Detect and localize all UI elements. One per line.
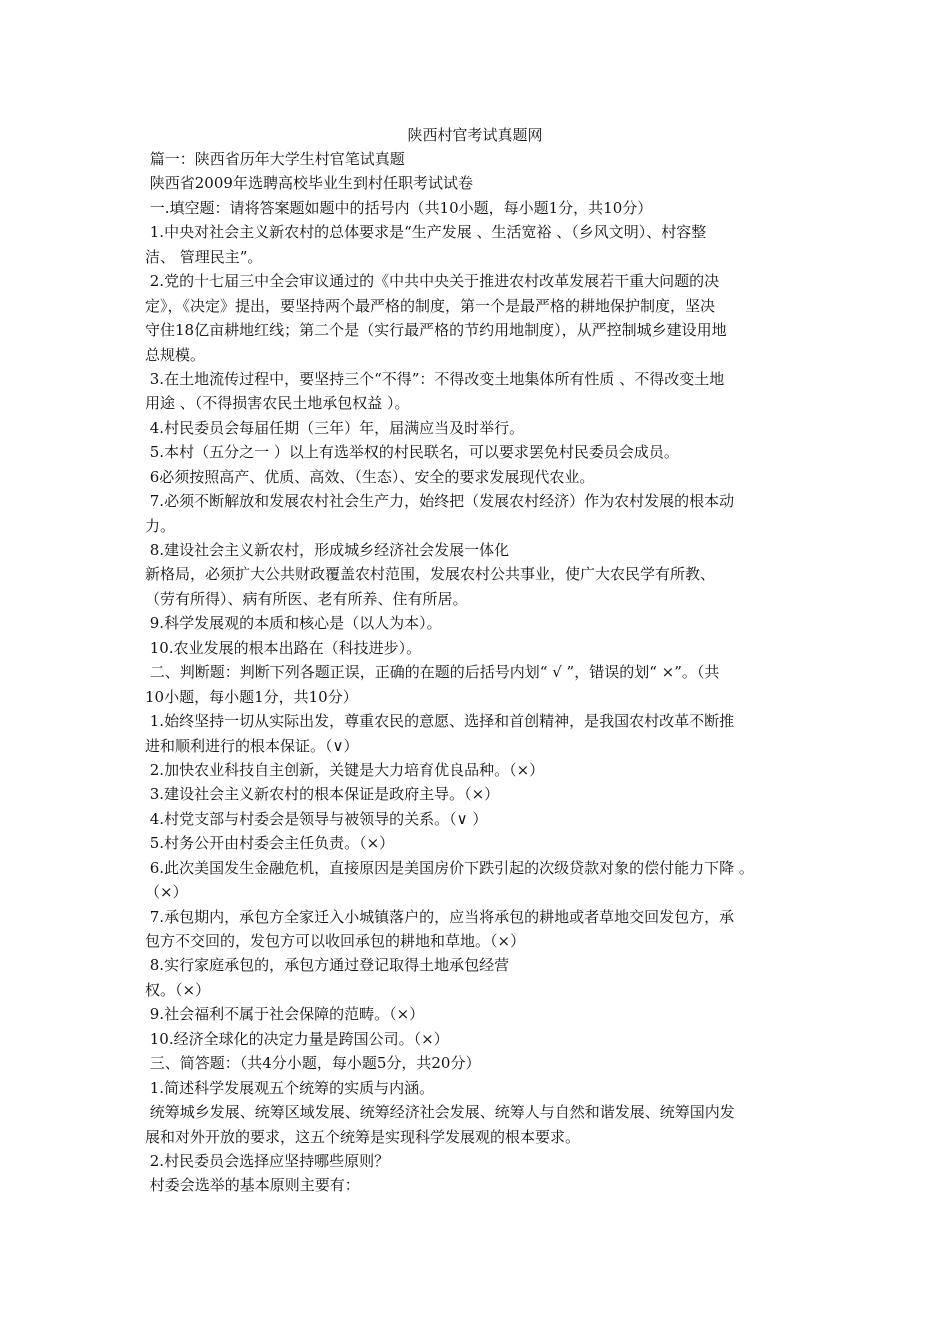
text-line: 6.此次美国发生金融危机，直接原因是美国房价下跌引起的次级贷款对象的偿付能力下降 。 <box>145 858 754 877</box>
text-line: 10.经济全球化的决定力量是跨国公司。（×） <box>145 1029 449 1048</box>
text-line: 包方不交回的，发包方可以收回承包的耕地和草地。（×） <box>145 932 526 950</box>
text-line: 4.村民委员会每届任期（三年）年，届满应当及时举行。 <box>145 418 525 437</box>
text-line: 8.实行家庭承包的，承包方通过登记取得土地承包经营 <box>145 956 510 975</box>
text-line: 进和顺利进行的根本保证。（∨） <box>145 736 359 755</box>
text-line: 新格局，必须扩大公共财政覆盖农村范围，发展农村公共事业，使广大农民学有所教、 <box>145 565 716 584</box>
text-line: 统筹城乡发展、统筹区域发展、统筹经济社会发展、统筹人与自然和谐发展、统筹国内发 <box>145 1103 735 1122</box>
text-line: 9.科学发展观的本质和核心是（以人为本）。 <box>145 614 442 633</box>
text-line: 1.中央对社会主义新农村的总体要求是“生产发展 、生活宽裕 、（乡风文明）、村容整 <box>145 223 707 242</box>
text-line: 2.加快农业科技自主创新，关键是大力培育优良品种。（×） <box>145 760 545 779</box>
text-line: 8.建设社会主义新农村，形成城乡经济社会发展一体化 <box>145 541 510 559</box>
text-line: 总规模。 <box>145 345 206 364</box>
text-line: 村委会选举的基本原则主要有： <box>145 1176 360 1195</box>
text-line: 9.社会福利不属于社会保障的范畴。（×） <box>145 1005 425 1024</box>
text-line: 三、简答题：（共4分小题，每小题5分，共20分） <box>145 1054 481 1073</box>
text-line: 篇一：陕西省历年大学生村官笔试真题 <box>145 150 405 168</box>
text-line: 5.村务公开由村委会主任负责。（×） <box>145 834 395 853</box>
text-line: 7.必须不断解放和发展农村社会生产力，始终把（发展农村经济）作为农村发展的根本动 <box>145 492 735 511</box>
text-line: 守住18亿亩耕地红线；第二个是（实行最严格的节约用地制度），从严控制城乡建设用地 <box>145 321 727 340</box>
text-line: 3.在土地流传过程中，要坚持三个“不得”：不得改变土地集体所有性质 、不得改变土地 <box>145 369 725 388</box>
text-line: 用途 、（不得损害农民土地承包权益 ）。 <box>145 394 410 413</box>
text-line: 展和对外开放的要求，这五个统筹是实现科学发展观的根本要求。 <box>145 1127 581 1146</box>
text-line: 一.填空题：请将答案题如题中的括号内（共10小题，每小题1分，共10分） <box>145 198 653 217</box>
text-line: 6必须按照高产、优质、高效、（生态）、安全的要求发展现代农业。 <box>145 467 595 486</box>
text-line: 1.简述科学发展观五个统筹的实质与内涵。 <box>145 1078 435 1097</box>
text-line: 二、判断题：判断下列各题正误，正确的在题的后括号内划“ √ ”，错误的划“ ×”。（共 <box>145 663 720 682</box>
text-line: 权。（×） <box>145 980 211 999</box>
text-line: （劳有所得）、病有所医、老有所养、住有所居。 <box>145 589 468 608</box>
text-line: 1.始终坚持一切从实际出发，尊重农民的意愿、选择和首创精神，是我国农村改革不断推 <box>145 712 735 731</box>
text-line: 2.党的十七届三中全会审议通过的《中共中央关于推进农村改革发展若干重大问题的决 <box>145 272 720 291</box>
text-line: （×） <box>145 883 188 902</box>
text-line: 力。 <box>145 516 176 535</box>
text-line: 4.村党支部与村委会是领导与被领导的关系。（∨ ） <box>145 809 488 828</box>
text-line: 3.建设社会主义新农村的根本保证是政府主导。（×） <box>145 785 500 804</box>
text-line: 2.村民委员会选择应坚持哪些原则？ <box>145 1151 390 1170</box>
document-title: 陕西村官考试真题网 <box>407 126 543 144</box>
text-line: 10小题，每小题1分，共10分） <box>145 687 358 706</box>
text-line: 10.农业发展的根本出路在（科技进步）。 <box>145 638 422 657</box>
text-line: 陕西省2009年选聘高校毕业生到村任职考试试卷 <box>145 174 473 193</box>
document-body <box>145 147 811 1198</box>
text-line: 7.承包期内，承包方全家迁入小城镇落户的，应当将承包的耕地或者草地交回发包方，承 <box>145 907 735 926</box>
text-line: 5.本村（五分之一 ）以上有选举权的村民联名，可以要求罢免村民委员会成员。 <box>145 443 679 462</box>
text-line: 洁、 管理民主”。 <box>145 247 263 266</box>
text-line: 定》，《决定》提出，要坚持两个最严格的制度，第一个是最严格的耕地保护制度，坚决 <box>145 296 716 315</box>
